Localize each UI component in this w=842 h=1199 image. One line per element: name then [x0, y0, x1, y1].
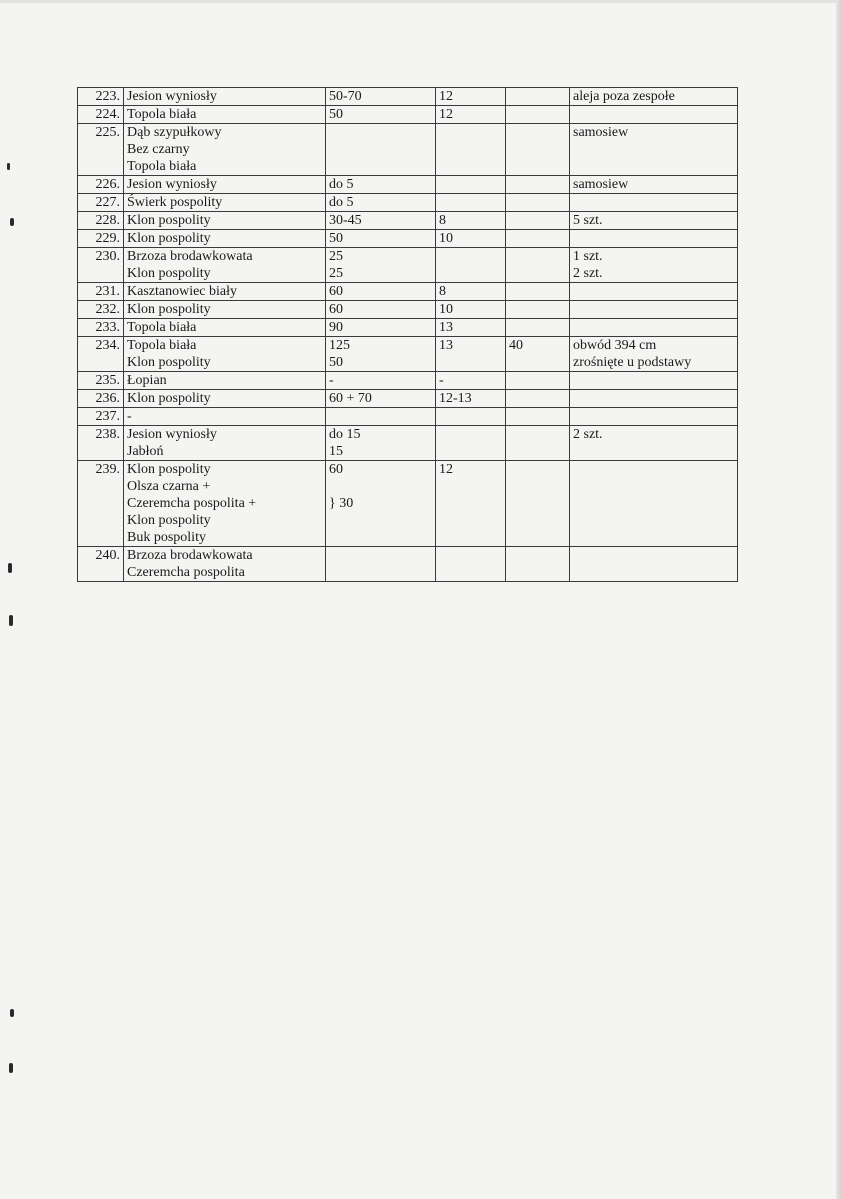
circumference-cell — [506, 547, 570, 582]
table-row — [78, 106, 738, 124]
species-line: Olsza czarna + — [127, 479, 211, 494]
row-number-cell — [78, 124, 124, 176]
notes-cell — [570, 248, 738, 283]
row-number-cell — [78, 212, 124, 230]
table-row — [78, 408, 738, 426]
height-line: 50-70 — [329, 89, 362, 104]
diameter-cell — [436, 88, 506, 106]
circumference-cell — [506, 248, 570, 283]
height-line: do 15 — [329, 427, 361, 442]
diameter-cell — [436, 408, 506, 426]
row-number-cell — [78, 248, 124, 283]
empty-line — [439, 248, 502, 265]
height-cell — [326, 212, 436, 230]
height-line: 60 — [329, 302, 343, 317]
table-row — [78, 176, 738, 194]
diameter-line: - — [439, 373, 444, 388]
table-row — [78, 88, 738, 106]
circumference-cell — [506, 176, 570, 194]
diameter-cell — [436, 426, 506, 461]
empty-line — [573, 319, 734, 336]
diameter-cell — [436, 212, 506, 230]
table-row — [78, 372, 738, 390]
empty-line — [509, 372, 566, 389]
empty-line — [573, 547, 734, 564]
height-line: 30-45 — [329, 213, 362, 228]
species-cell — [124, 106, 326, 124]
height-cell — [326, 337, 436, 372]
height-cell — [326, 301, 436, 319]
circumference-cell — [506, 461, 570, 547]
species-line: Topola biała — [127, 159, 197, 174]
height-line: 60 — [329, 284, 343, 299]
empty-line — [509, 319, 566, 336]
notes-cell — [570, 372, 738, 390]
height-cell — [326, 319, 436, 337]
row-number-cell — [78, 372, 124, 390]
page-right-edge — [836, 0, 842, 1199]
notes-line: samosiew — [573, 177, 629, 192]
species-line: Jesion wyniosły — [127, 89, 217, 104]
empty-line — [509, 106, 566, 123]
notes-line: 2 szt. — [573, 266, 603, 281]
circumference-cell — [506, 408, 570, 426]
notes-line: obwód 394 cm — [573, 338, 657, 353]
diameter-line: 12 — [439, 462, 453, 477]
empty-line — [509, 194, 566, 211]
table-body — [78, 88, 738, 582]
row-number: 227. — [95, 195, 120, 210]
height-line: 25 — [329, 266, 343, 281]
row-number: 224. — [95, 107, 120, 122]
species-line: Czeremcha pospolita + — [127, 496, 257, 511]
height-line: 50 — [329, 231, 343, 246]
height-cell — [326, 426, 436, 461]
table-row — [78, 283, 738, 301]
species-line: Dąb szypułkowy — [127, 125, 222, 140]
species-line: Jesion wyniosły — [127, 177, 217, 192]
species-line: Łopian — [127, 373, 167, 388]
notes-cell — [570, 547, 738, 582]
row-number: 234. — [95, 338, 120, 353]
table-row — [78, 547, 738, 582]
height-cell — [326, 372, 436, 390]
species-cell — [124, 408, 326, 426]
diameter-cell — [436, 372, 506, 390]
row-number-cell — [78, 176, 124, 194]
height-line: 90 — [329, 320, 343, 335]
tree-inventory-table — [77, 87, 738, 582]
species-line: Brzoza brodawkowata — [127, 249, 253, 264]
scan-speck — [10, 1009, 14, 1017]
species-cell — [124, 337, 326, 372]
diameter-line: 8 — [439, 213, 446, 228]
empty-line — [509, 301, 566, 318]
notes-cell — [570, 319, 738, 337]
diameter-cell — [436, 194, 506, 212]
scan-speck — [7, 163, 10, 170]
table-row — [78, 230, 738, 248]
row-number: 230. — [95, 249, 120, 264]
species-cell — [124, 372, 326, 390]
empty-line — [439, 547, 502, 564]
species-line: Świerk pospolity — [127, 195, 223, 210]
row-number-cell — [78, 408, 124, 426]
notes-cell — [570, 337, 738, 372]
empty-line — [329, 124, 432, 141]
diameter-line: 10 — [439, 231, 453, 246]
empty-line — [509, 390, 566, 407]
diameter-line: 10 — [439, 302, 453, 317]
species-cell — [124, 176, 326, 194]
row-number-cell — [78, 319, 124, 337]
empty-line — [573, 372, 734, 389]
circumference-cell — [506, 106, 570, 124]
height-line: } 30 — [329, 496, 354, 511]
row-number: 223. — [95, 89, 120, 104]
empty-line — [509, 461, 566, 478]
height-cell — [326, 547, 436, 582]
species-cell — [124, 390, 326, 408]
row-number-cell — [78, 390, 124, 408]
row-number: 228. — [95, 213, 120, 228]
empty-line — [573, 106, 734, 123]
row-number: 238. — [95, 427, 120, 442]
row-number-cell — [78, 230, 124, 248]
table-row — [78, 390, 738, 408]
empty-line — [439, 176, 502, 193]
species-cell — [124, 88, 326, 106]
empty-line — [573, 283, 734, 300]
row-number: 237. — [95, 409, 120, 424]
species-line: Topola biała — [127, 338, 197, 353]
table-row — [78, 319, 738, 337]
empty-line — [573, 390, 734, 407]
diameter-cell — [436, 230, 506, 248]
species-cell — [124, 248, 326, 283]
empty-line — [329, 547, 432, 564]
scan-speck — [9, 1063, 13, 1073]
species-line: Topola biała — [127, 320, 197, 335]
notes-cell — [570, 230, 738, 248]
species-line: Klon pospolity — [127, 231, 211, 246]
circumference-cell — [506, 372, 570, 390]
species-line: Klon pospolity — [127, 355, 211, 370]
diameter-cell — [436, 283, 506, 301]
diameter-cell — [436, 461, 506, 547]
circumference-cell — [506, 319, 570, 337]
height-line: 60 — [329, 462, 343, 477]
notes-line: zrośnięte u podstawy — [573, 355, 692, 370]
empty-line — [573, 461, 734, 478]
notes-cell — [570, 176, 738, 194]
empty-line — [439, 426, 502, 443]
species-line: Kasztanowiec biały — [127, 284, 238, 299]
empty-line — [509, 547, 566, 564]
species-line: Bez czarny — [127, 142, 190, 157]
table-row — [78, 301, 738, 319]
notes-line: aleja poza zespołe — [573, 89, 675, 104]
notes-cell — [570, 408, 738, 426]
empty-line — [439, 408, 502, 425]
species-line: Jesion wyniosły — [127, 427, 217, 442]
notes-line: 5 szt. — [573, 213, 603, 228]
row-number-cell — [78, 426, 124, 461]
height-line: 125 — [329, 338, 350, 353]
height-cell — [326, 194, 436, 212]
diameter-cell — [436, 106, 506, 124]
height-line: 50 — [329, 107, 343, 122]
height-cell — [326, 248, 436, 283]
row-number-cell — [78, 301, 124, 319]
row-number-cell — [78, 88, 124, 106]
notes-cell — [570, 461, 738, 547]
notes-line: 1 szt. — [573, 249, 603, 264]
empty-line — [573, 194, 734, 211]
species-cell — [124, 461, 326, 547]
height-line: 25 — [329, 249, 343, 264]
scan-speck — [9, 615, 13, 626]
species-line: Klon pospolity — [127, 513, 211, 528]
diameter-line: 12-13 — [439, 391, 472, 406]
height-cell — [326, 176, 436, 194]
empty-line — [509, 176, 566, 193]
circumference-line: 40 — [509, 338, 523, 353]
species-cell — [124, 194, 326, 212]
species-line: Buk pospolity — [127, 530, 206, 545]
scan-speck — [10, 218, 14, 226]
species-line: Brzoza brodawkowata — [127, 548, 253, 563]
row-number-cell — [78, 547, 124, 582]
species-cell — [124, 124, 326, 176]
diameter-cell — [436, 319, 506, 337]
species-cell — [124, 426, 326, 461]
notes-cell — [570, 301, 738, 319]
height-cell — [326, 124, 436, 176]
height-cell — [326, 408, 436, 426]
empty-line — [509, 408, 566, 425]
notes-cell — [570, 390, 738, 408]
row-number-cell — [78, 461, 124, 547]
species-line: - — [127, 409, 132, 424]
diameter-line: 12 — [439, 107, 453, 122]
empty-line — [509, 124, 566, 141]
row-number: 231. — [95, 284, 120, 299]
species-line: Klon pospolity — [127, 213, 211, 228]
species-cell — [124, 319, 326, 337]
diameter-cell — [436, 248, 506, 283]
empty-line — [509, 283, 566, 300]
notes-cell — [570, 212, 738, 230]
species-cell — [124, 212, 326, 230]
species-cell — [124, 230, 326, 248]
diameter-cell — [436, 124, 506, 176]
notes-cell — [570, 194, 738, 212]
height-line: - — [329, 373, 334, 388]
notes-cell — [570, 88, 738, 106]
empty-line — [573, 230, 734, 247]
empty-line — [439, 194, 502, 211]
notes-cell — [570, 124, 738, 176]
empty-line — [439, 124, 502, 141]
empty-line — [509, 212, 566, 229]
species-cell — [124, 283, 326, 301]
row-number: 225. — [95, 125, 120, 140]
notes-cell — [570, 106, 738, 124]
empty-line — [509, 230, 566, 247]
species-line: Klon pospolity — [127, 302, 211, 317]
circumference-cell — [506, 283, 570, 301]
circumference-cell — [506, 230, 570, 248]
table-row — [78, 426, 738, 461]
species-line: Jabłoń — [127, 444, 164, 459]
height-cell — [326, 230, 436, 248]
circumference-cell — [506, 124, 570, 176]
species-cell — [124, 547, 326, 582]
scan-speck — [8, 563, 12, 573]
height-line: 15 — [329, 444, 343, 459]
table-row — [78, 248, 738, 283]
row-number: 239. — [95, 462, 120, 477]
table-row — [78, 461, 738, 547]
diameter-line: 13 — [439, 320, 453, 335]
diameter-cell — [436, 337, 506, 372]
row-number: 232. — [95, 302, 120, 317]
notes-cell — [570, 283, 738, 301]
table-row — [78, 194, 738, 212]
height-line: do 5 — [329, 195, 354, 210]
table-row — [78, 124, 738, 176]
row-number: 236. — [95, 391, 120, 406]
circumference-cell — [506, 337, 570, 372]
empty-line — [329, 408, 432, 425]
diameter-cell — [436, 547, 506, 582]
circumference-cell — [506, 426, 570, 461]
empty-line — [509, 88, 566, 105]
row-number-cell — [78, 194, 124, 212]
diameter-cell — [436, 301, 506, 319]
species-line: Topola biała — [127, 107, 197, 122]
notes-cell — [570, 426, 738, 461]
page-top-edge — [0, 0, 842, 3]
row-number: 229. — [95, 231, 120, 246]
height-line: do 5 — [329, 177, 354, 192]
table-row — [78, 337, 738, 372]
height-cell — [326, 283, 436, 301]
row-number: 226. — [95, 177, 120, 192]
row-number: 240. — [95, 548, 120, 563]
circumference-cell — [506, 194, 570, 212]
species-line: Klon pospolity — [127, 391, 211, 406]
height-line: 50 — [329, 355, 343, 370]
circumference-cell — [506, 301, 570, 319]
species-line: Klon pospolity — [127, 462, 211, 477]
empty-line — [509, 248, 566, 265]
circumference-cell — [506, 212, 570, 230]
empty-line — [573, 408, 734, 425]
height-cell — [326, 88, 436, 106]
diameter-line: 8 — [439, 284, 446, 299]
species-line: Czeremcha pospolita — [127, 565, 245, 580]
row-number: 235. — [95, 373, 120, 388]
diameter-line: 12 — [439, 89, 453, 104]
row-number-cell — [78, 106, 124, 124]
row-number-cell — [78, 283, 124, 301]
diameter-cell — [436, 176, 506, 194]
species-line: Klon pospolity — [127, 266, 211, 281]
empty-line — [329, 478, 432, 495]
diameter-cell — [436, 390, 506, 408]
species-cell — [124, 301, 326, 319]
diameter-line: 13 — [439, 338, 453, 353]
circumference-cell — [506, 390, 570, 408]
notes-line: 2 szt. — [573, 427, 603, 442]
row-number-cell — [78, 337, 124, 372]
row-number: 233. — [95, 320, 120, 335]
circumference-cell — [506, 88, 570, 106]
height-cell — [326, 390, 436, 408]
height-cell — [326, 461, 436, 547]
empty-line — [573, 301, 734, 318]
height-line: 60 + 70 — [329, 391, 372, 406]
table-row — [78, 212, 738, 230]
notes-line: samosiew — [573, 125, 629, 140]
height-cell — [326, 106, 436, 124]
empty-line — [509, 426, 566, 443]
